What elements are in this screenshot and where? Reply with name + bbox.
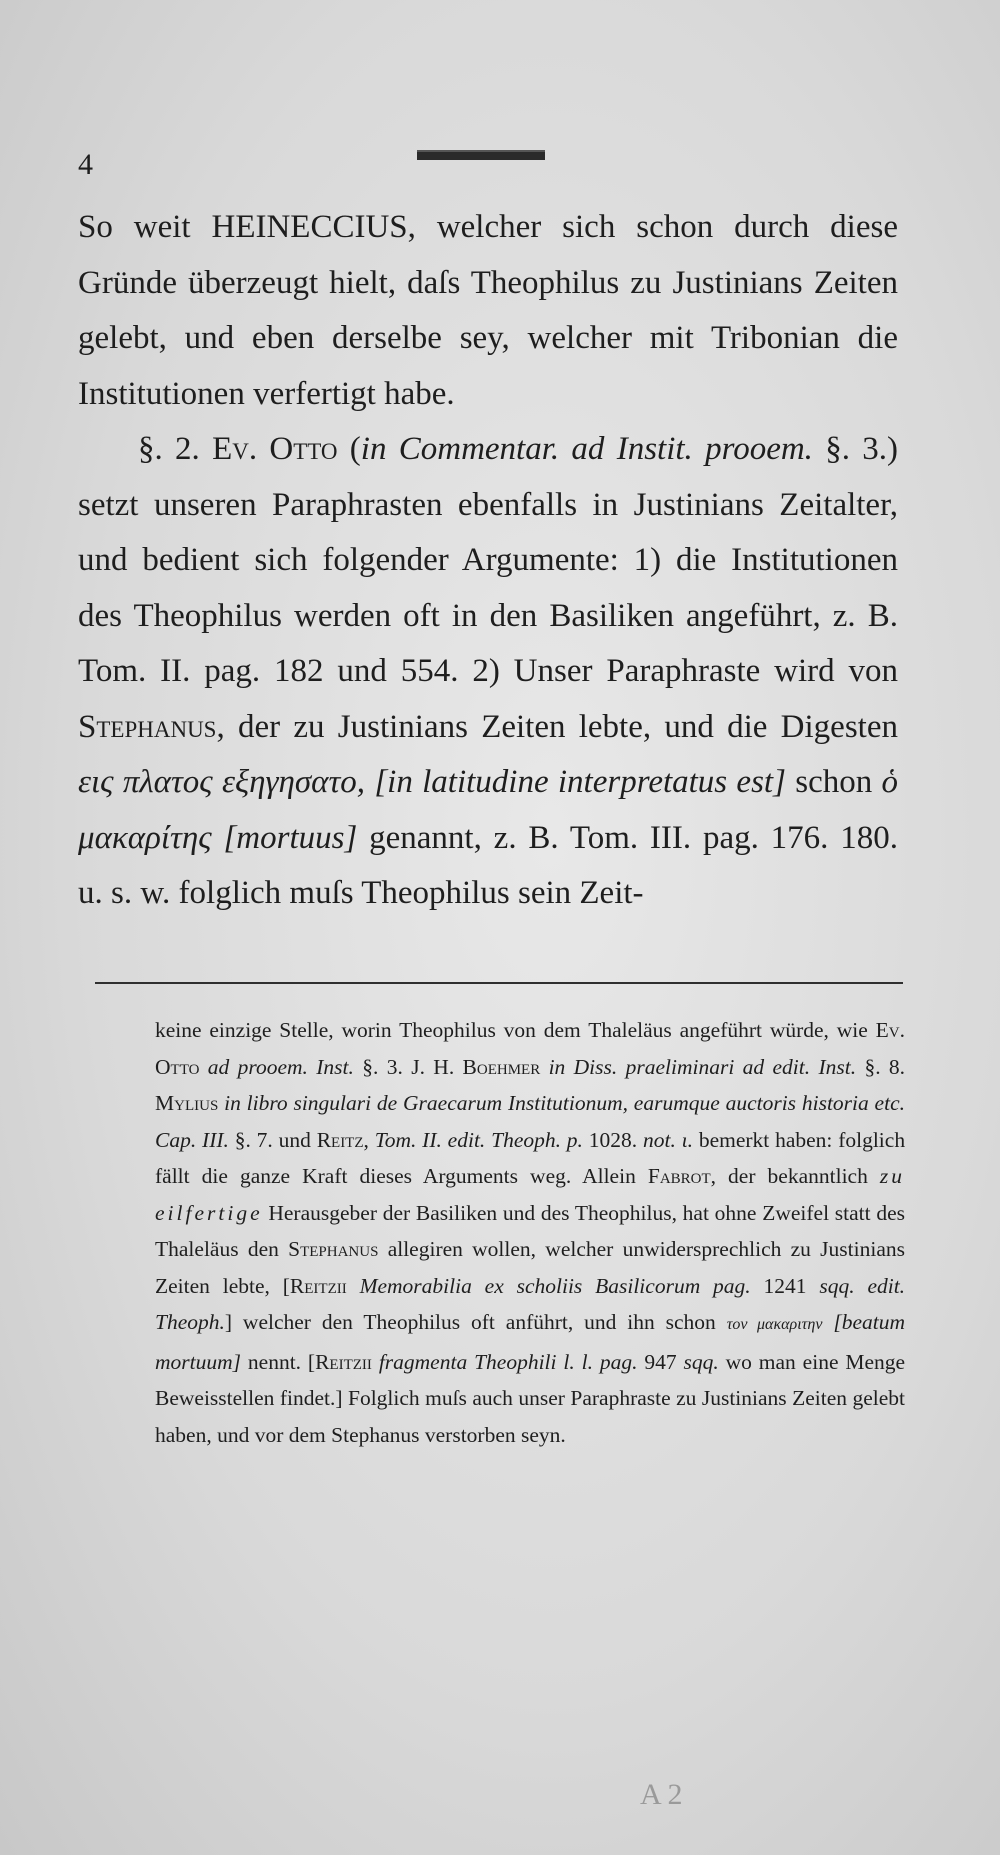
section-mark: §. 2. [138,431,200,467]
latin-gloss-1: [in latitudine interpretatus est] [374,764,786,800]
fn-text-15: allegiren wollen, welcher unwidersprechlich zu Justinians Zeiten lebte, [ [155,1237,905,1298]
fn-text-17: 1241 [763,1273,807,1298]
fn-text-12: bemerkt haben: folglich fällt die ganze Kraft dieses Arguments weg. Allein [155,1127,906,1188]
fn-author-reitzii-1: Reitzii [289,1273,347,1298]
author-stephanus: Stephanus [78,708,217,745]
fn-text-18: sqq. edit. Theoph. [155,1273,906,1334]
fn-text-11: not. ι. [642,1127,693,1152]
fn-spaced-eilfertige: zu eilfertige [155,1164,905,1225]
paragraph-2 [78,422,898,922]
greek-phrase-1: εις πλατος εξηγησατο, [78,764,366,800]
fn-author-reitzii-2: Reitzii [315,1349,372,1374]
footnote [155,1012,905,1453]
fn-author-fabrot: Fabrot [647,1164,711,1188]
author-otto: Ev. Otto [212,431,338,467]
fn-text-14: Herausgeber der Basiliken und des Theophilus, hat ohne Zweifel statt des Thaleläus den [155,1200,905,1261]
fn-text-3: §. 3. [362,1054,403,1079]
fn-text-7: §. 7. und [234,1127,311,1152]
fn-author-stephanus: Stephanus [288,1237,379,1261]
text-b: , der zu Justinians Zeiten lebte, und die Digesten [216,708,898,745]
fn-text-1: keine einzige Stelle, worin Theophilus von dem Thaleläus angeführt würde, wie [155,1018,868,1042]
citation-paragraph: §. 3. [825,431,887,467]
fn-text-24: sqq. [683,1349,719,1374]
text-a: setzt unseren Paraphrasten ebenfalls in Justinians Zeitalter, und bedient sich folgender Argumente: 1) die Institutionen des Theophilus werden oft in den Basiliken angeführt, z. B. Tom. II. pag. 182 und 554. 2) Unser Paraphraste wird von [78,486,898,689]
fn-text-16: Memorabilia ex scholiis Basilicorum pag. [359,1273,751,1298]
citation-text: in Commentar. ad Instit. prooem. [360,431,813,467]
signature-mark: A 2 [640,1778,683,1811]
main-text [78,200,898,922]
fn-author-reitz: Reitz [316,1127,364,1152]
fn-author-boehmer: J. H. Boehmer [411,1054,541,1079]
footnote-paragraph [155,1012,905,1453]
footnote-rule [95,982,903,984]
page-number: 4 [78,148,93,181]
fn-text-19: ] welcher den Theophilus oft anführt, und ihn schon [224,1310,716,1334]
citation-close: ) [887,431,898,467]
fn-author-mylius: Mylius [155,1091,219,1115]
fn-greek: τον μακαριτην [726,1316,823,1333]
fn-text-10: 1028. [588,1127,638,1152]
latin-gloss-2: [mortuus] [223,819,358,856]
fn-text-25: wo man eine Menge Beweisstellen findet.] Folglich muſs auch unser Paraphraste zu Justinians Zeiten gelebt haben, und vor dem Stephanus verstorben seyn. [155,1349,906,1447]
greek-phrase-2: ὁ μακαρίτης [78,764,899,856]
citation-open: ( [349,431,361,467]
fn-text-9: Tom. II. edit. Theoph. p. [374,1127,583,1152]
fn-text-5: §. 8. [864,1054,906,1079]
fn-text-2: ad prooem. Inst. [207,1054,354,1079]
header-rule [417,150,545,160]
fn-text-13: , der bekanntlich [710,1164,868,1188]
fn-text-22: fragmenta Theophili l. l. pag. [378,1349,638,1374]
text-c: schon [795,764,873,800]
fn-text-21: nennt. [ [247,1349,316,1374]
paragraph-1: So weit HEINECCIUS, welcher sich schon durch diese Gründe überzeugt hielt, daſs Theophilus zu Justinians Zeiten gelebt, und eben derselbe sey, welcher mit Tribonian die Institutionen verfertigt habe. [78,209,898,412]
fn-text-20: [beatum mortuum] [155,1310,905,1374]
fn-author-otto: Ev. Otto [155,1018,905,1079]
fn-text-6: in libro singulari de Graecarum Institutionum, earumque auctoris historia etc. Cap. III. [155,1091,905,1152]
fn-text-8: , [363,1127,369,1152]
fn-text-4: in Diss. praeliminari ad edit. Inst. [548,1054,857,1079]
fn-text-23: 947 [644,1349,677,1374]
text-d: genannt, z. B. Tom. III. pag. 176. 180. u. s. w. folglich muſs Theophilus sein Zeit- [78,819,898,911]
